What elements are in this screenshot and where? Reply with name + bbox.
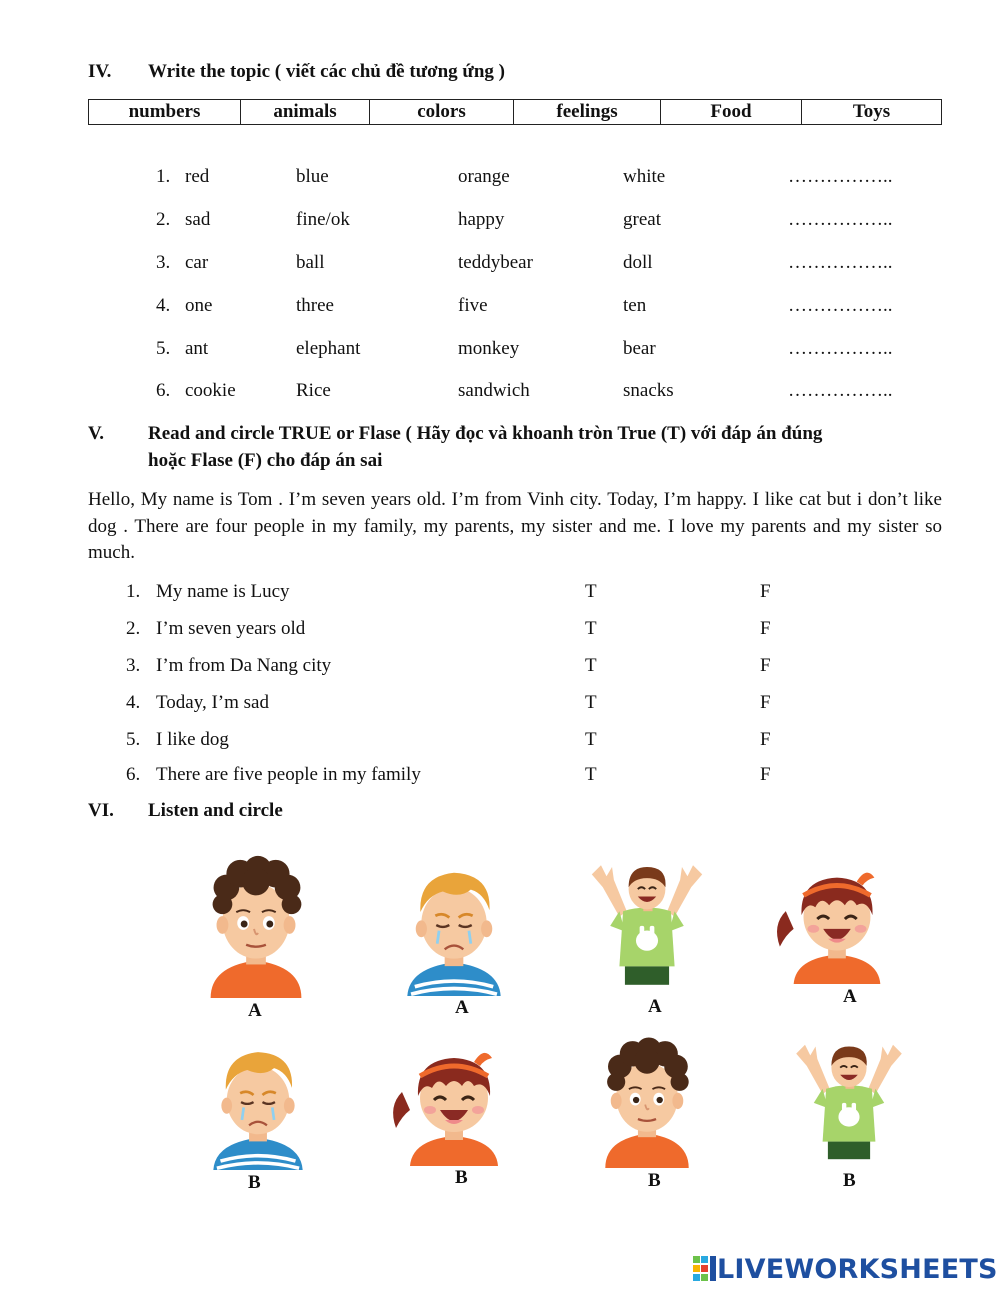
girl-laughing-picture[interactable] — [388, 1036, 518, 1166]
option-label[interactable]: A — [843, 986, 857, 1007]
true-option[interactable]: T — [585, 581, 597, 602]
false-option[interactable]: F — [760, 729, 771, 750]
statement-row — [0, 616, 1000, 642]
item-word: cookie — [185, 380, 236, 401]
topic-item-row — [0, 164, 1000, 190]
item-word: bear — [623, 338, 656, 359]
option-label[interactable]: A — [248, 1000, 262, 1021]
false-option[interactable]: F — [760, 655, 771, 676]
true-option[interactable]: T — [585, 655, 597, 676]
boy-cheering-picture[interactable] — [576, 856, 718, 994]
answer-blank[interactable]: …………….. — [788, 209, 893, 230]
topic-item-row — [0, 207, 1000, 233]
liveworksheets-logo — [693, 1253, 998, 1285]
item-word: orange — [458, 166, 510, 187]
item-word: three — [296, 295, 334, 316]
item-number: 2. — [156, 209, 171, 230]
statement-text: I like dog — [156, 729, 229, 750]
section-vi-title: Listen and circle — [148, 800, 283, 821]
statement-number: 1. — [126, 581, 141, 602]
topic-table — [88, 99, 942, 125]
statement-number: 5. — [126, 729, 141, 750]
topic-colors: colors — [370, 100, 514, 124]
answer-blank[interactable]: …………….. — [788, 166, 893, 187]
answer-blank[interactable]: …………….. — [788, 252, 893, 273]
statement-text: I’m from Da Nang city — [156, 655, 332, 676]
false-option[interactable]: F — [760, 764, 771, 785]
girl-laughing-picture[interactable] — [772, 856, 900, 984]
topic-feelings: feelings — [514, 100, 661, 124]
false-option[interactable]: F — [760, 618, 771, 639]
statement-row — [0, 579, 1000, 605]
item-word: one — [185, 295, 213, 316]
item-number: 5. — [156, 338, 171, 359]
reading-passage: Hello, My name is Tom . I’m seven years old. I’m from Vinh city. Today, I’m happy. I like cat but i don’t like dog . There are four people in my family, my parents, my sister and me. I love my parents and my sister so much. — [88, 489, 942, 563]
liveworksheets-logo-icon — [693, 1256, 717, 1282]
option-label[interactable]: A — [455, 997, 469, 1018]
answer-blank[interactable]: …………….. — [788, 338, 893, 359]
item-word: doll — [623, 252, 653, 273]
statement-number: 3. — [126, 655, 141, 676]
option-label[interactable]: B — [248, 1172, 261, 1193]
item-word: ball — [296, 252, 325, 273]
answer-blank[interactable]: …………….. — [788, 380, 893, 401]
item-number: 6. — [156, 380, 171, 401]
topic-animals: animals — [241, 100, 370, 124]
statement-number: 6. — [126, 764, 141, 785]
item-word: happy — [458, 209, 505, 230]
topic-numbers: numbers — [89, 100, 241, 124]
blond-boy-crying-picture[interactable] — [196, 1036, 320, 1170]
topic-item-row — [0, 250, 1000, 276]
true-option[interactable]: T — [585, 692, 597, 713]
item-word: Rice — [296, 380, 331, 401]
item-word: ten — [623, 295, 647, 316]
topic-item-row — [0, 336, 1000, 362]
statement-number: 4. — [126, 692, 141, 713]
item-word: blue — [296, 166, 329, 187]
section-iv-number: IV. — [88, 61, 112, 82]
statement-row — [0, 653, 1000, 679]
item-word: five — [458, 295, 488, 316]
true-option[interactable]: T — [585, 764, 597, 785]
logo-text: LIVEWORKSHEETS — [717, 1253, 998, 1285]
item-word: fine/ok — [296, 209, 350, 230]
statement-row — [0, 727, 1000, 753]
option-label[interactable]: B — [455, 1167, 468, 1188]
boy-cheering-picture[interactable] — [778, 1036, 920, 1168]
item-word: car — [185, 252, 209, 273]
section-iv-title: Write the topic ( viết các chủ đề tương ứng ) — [148, 61, 505, 82]
item-word: teddybear — [458, 252, 533, 273]
topic-item-row — [0, 378, 1000, 404]
topic-food: Food — [661, 100, 802, 124]
item-word: sad — [185, 209, 211, 230]
option-label[interactable]: B — [843, 1170, 856, 1191]
true-option[interactable]: T — [585, 618, 597, 639]
false-option[interactable]: F — [760, 581, 771, 602]
statement-text: Today, I’m sad — [156, 692, 269, 713]
topic-item-row — [0, 293, 1000, 319]
section-v-number: V. — [88, 423, 105, 444]
item-word: great — [623, 209, 661, 230]
statement-text: There are five people in my family — [156, 764, 421, 785]
topic-toys: Toys — [852, 101, 891, 122]
item-word: elephant — [296, 338, 361, 359]
statement-number: 2. — [126, 618, 141, 639]
item-word: white — [623, 166, 666, 187]
true-option[interactable]: T — [585, 729, 597, 750]
statement-row — [0, 690, 1000, 716]
blond-boy-crying-picture[interactable] — [392, 856, 516, 996]
section-v-title-line2: hoặc Flase (F) cho đáp án sai — [148, 450, 383, 471]
section-vi-number: VI. — [88, 800, 114, 821]
item-word: monkey — [458, 338, 520, 359]
item-word: snacks — [623, 380, 674, 401]
item-number: 4. — [156, 295, 171, 316]
statement-text: I’m seven years old — [156, 618, 306, 639]
item-word: sandwich — [458, 380, 530, 401]
option-label[interactable]: A — [648, 996, 662, 1017]
answer-blank[interactable]: …………….. — [788, 295, 893, 316]
item-word: red — [185, 166, 210, 187]
statement-text: My name is Lucy — [156, 581, 290, 602]
statement-row — [0, 762, 1000, 788]
item-number: 1. — [156, 166, 171, 187]
curly-boy-neutral-picture[interactable] — [588, 1032, 706, 1168]
section-v-title-line1: Read and circle TRUE or Flase ( Hãy đọc và khoanh tròn True (T) với đáp án đúng — [148, 423, 823, 444]
curly-boy-neutral-picture[interactable] — [196, 850, 316, 998]
false-option[interactable]: F — [760, 692, 771, 713]
option-label[interactable]: B — [648, 1170, 661, 1191]
item-number: 3. — [156, 252, 171, 273]
item-word: ant — [185, 338, 209, 359]
